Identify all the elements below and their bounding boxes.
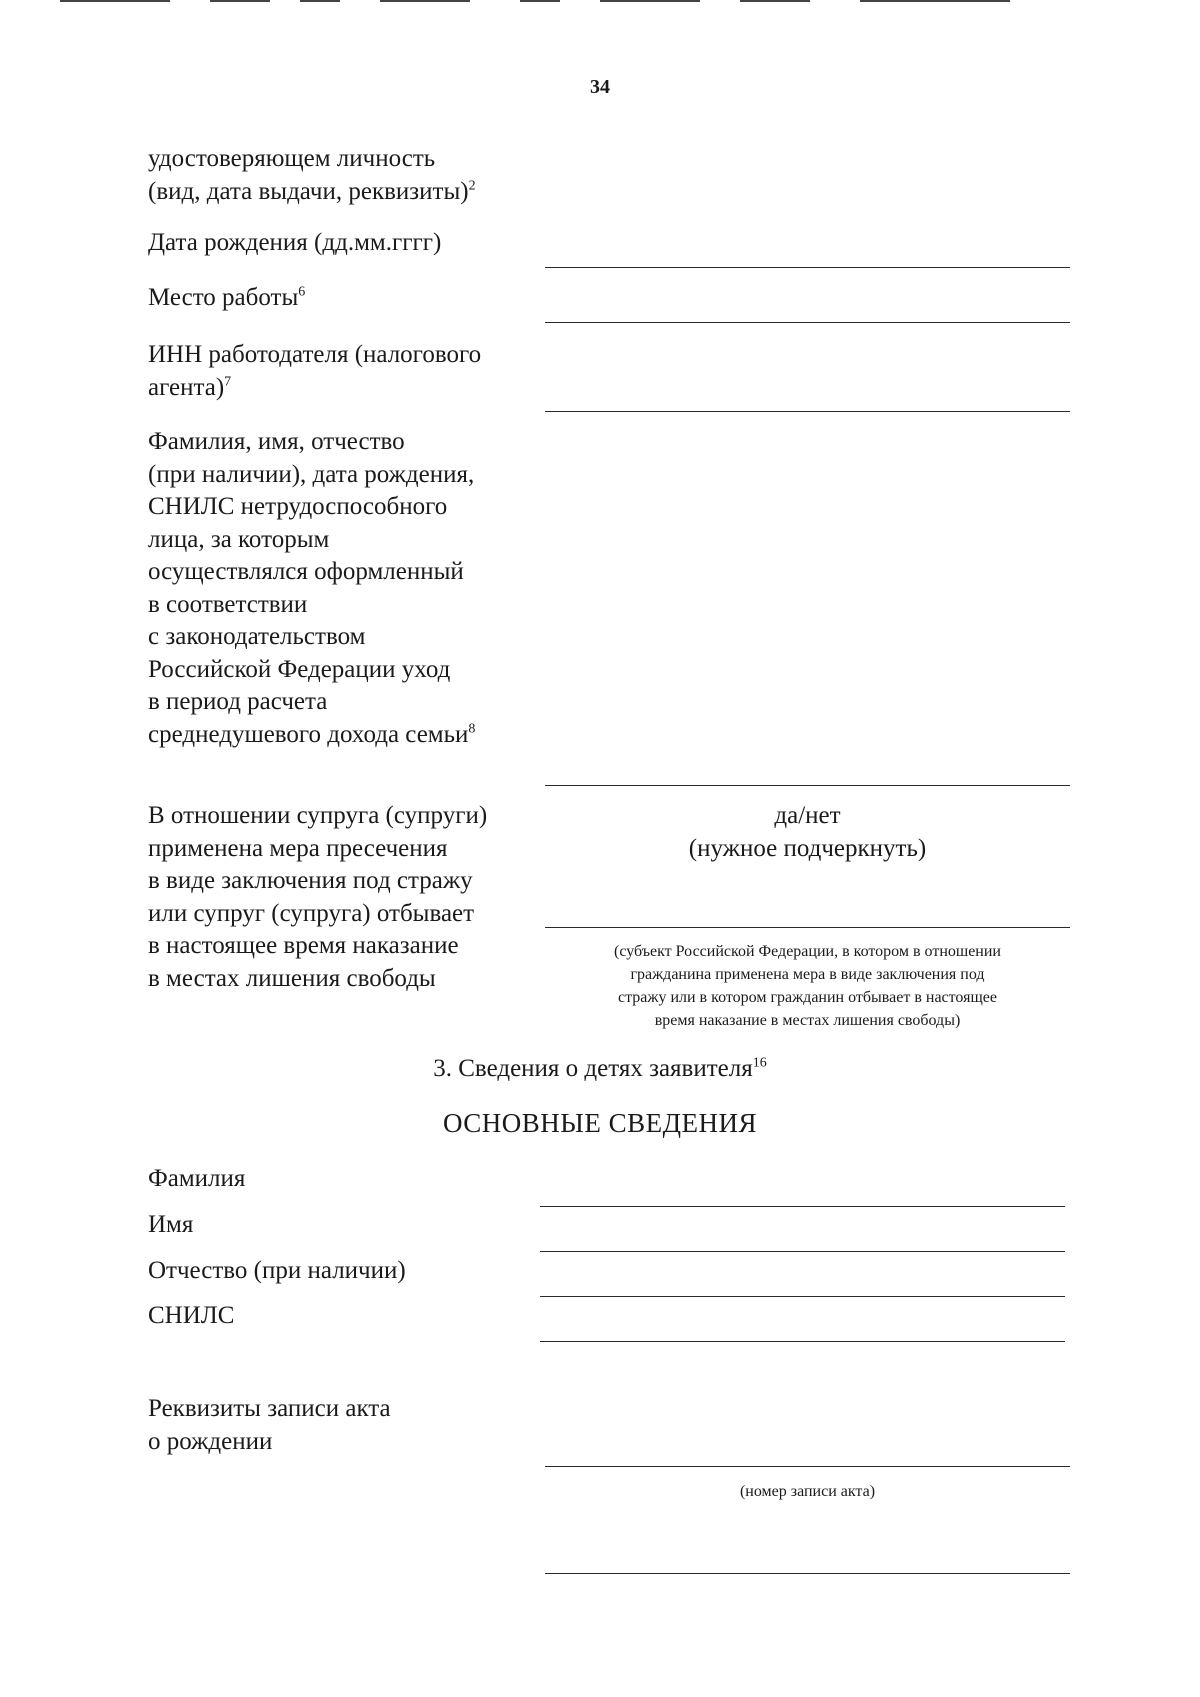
employer-inn-label: ИНН работодателя (налогового агента)$^7$ [148, 341, 482, 401]
employer-inn-field[interactable] [545, 411, 1070, 412]
custody-region-caption: (субъект Российской Федерации, в котором в отношении гражданина применена мера в виде заключения под стражу или в котором гражданин отбывает в настоящее время наказание в местах лишения свободы) [613, 943, 1001, 1029]
section-heading: 3. Сведения о детях заявителя$^{16}$ [433, 1055, 767, 1082]
yes-no-choice[interactable]: да/нет [774, 802, 841, 829]
child-patronymic-label: Отчество (при наличии) [148, 1257, 406, 1284]
page-number: 34 [590, 76, 610, 98]
child-patronymic-field[interactable] [540, 1296, 1065, 1297]
footnote-marker: 2 [468, 178, 476, 194]
spouse-custody-label: В отношении супруга (супруги) применена мера пресечения в виде заключения под стражу или супруг (супруга) отбывает в настоящее время наказание в местах лишения свободы [148, 802, 488, 992]
dependent-care-field[interactable] [545, 785, 1070, 786]
birth-date-field[interactable] [545, 267, 1070, 268]
section-subheading: ОСНОВНЫЕ СВЕДЕНИЯ [442, 1108, 758, 1138]
child-name-field[interactable] [540, 1251, 1065, 1252]
choice-hint: (нужное подчеркнуть) [688, 835, 927, 862]
birth-record-details-field[interactable] [545, 1573, 1070, 1574]
dependent-care-label: Фамилия, имя, отчество (при наличии), дата рождения, СНИЛС нетрудоспособного лица, за которым осуществлялся оформленный в соответствии с законодательством Российской Федерации уход в период расчета среднедушевого дохода семьи$^8$ [148, 428, 476, 748]
birth-record-label: Реквизиты записи акта о рождении [148, 1395, 391, 1455]
child-surname-field[interactable] [540, 1206, 1065, 1207]
child-snils-field[interactable] [540, 1341, 1065, 1342]
footnote-marker: 8 [468, 721, 476, 737]
workplace-field[interactable] [545, 322, 1070, 323]
identity-document-label: удостоверяющем личность (вид, дата выдачи, реквизиты)$^2$ [148, 145, 476, 205]
child-snils-label: СНИЛС [148, 1302, 235, 1329]
birth-record-number-field[interactable] [545, 1466, 1070, 1467]
custody-region-field[interactable] [545, 927, 1070, 928]
birth-date-label: Дата рождения (дд.мм.гггг) [148, 229, 442, 256]
footnote-marker: 7 [224, 374, 232, 390]
workplace-label: Место работы$^6$ [148, 284, 306, 311]
footnote-marker: 16 [752, 1055, 767, 1071]
child-name-label: Имя [148, 1211, 194, 1238]
record-number-caption: (номер записи акта) [739, 1483, 876, 1500]
footnote-marker: 6 [298, 284, 306, 300]
child-surname-label: Фамилия [148, 1165, 246, 1192]
